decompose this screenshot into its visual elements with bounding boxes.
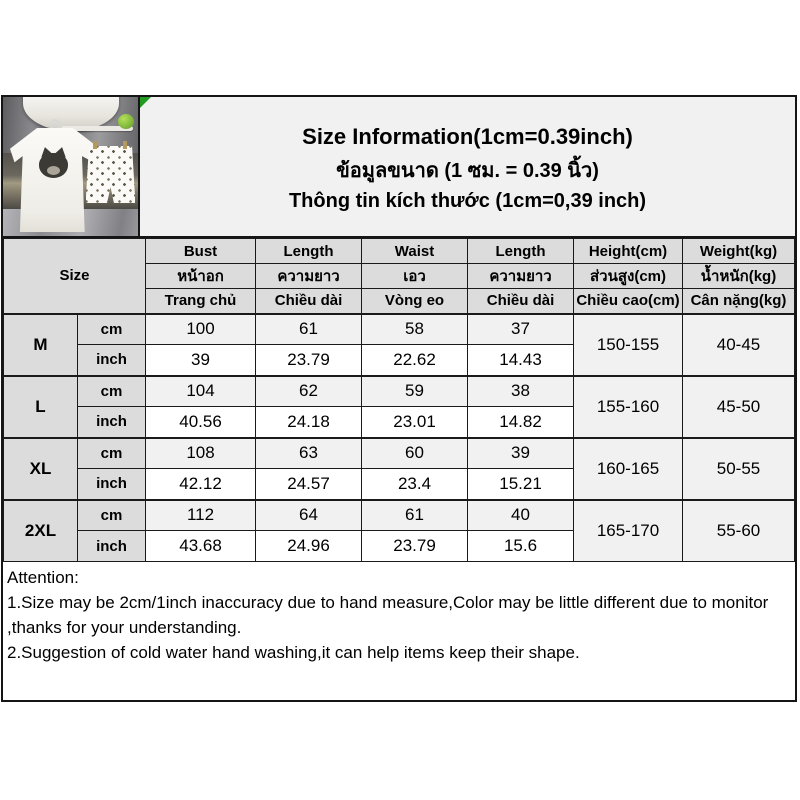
col-header-length2-vi: Chiều dài [468, 289, 574, 314]
col-header-length2-en: Length [468, 239, 574, 264]
value-xl-waist-inch: 23.4 [362, 469, 468, 500]
value-m-bust-inch: 39 [146, 345, 256, 376]
size-row-label-l: L [4, 376, 78, 438]
attention-heading: Attention: [7, 568, 79, 587]
value-2xl-length2-inch: 15.6 [468, 531, 574, 562]
col-header-length-vi: Chiều dài [256, 289, 362, 314]
col-header-waist-en: Waist [362, 239, 468, 264]
content-frame [1, 95, 797, 702]
value-xl-length-cm: 63 [256, 438, 362, 469]
col-header-height-th: ส่วนสูง(cm) [574, 264, 683, 289]
apple-graphic [118, 114, 134, 129]
col-header-bust-vi: Trang chủ [146, 289, 256, 314]
value-m-length-cm: 61 [256, 314, 362, 345]
col-header-length-en: Length [256, 239, 362, 264]
unit-cell-cm: cm [78, 438, 146, 469]
size-table [3, 238, 795, 562]
green-corner-marker-icon [140, 97, 151, 108]
value-m-waist-cm: 58 [362, 314, 468, 345]
top-strip [3, 97, 795, 238]
value-xl-bust-cm: 108 [146, 438, 256, 469]
col-header-height-en: Height(cm) [574, 239, 683, 264]
value-xl-weight: 50-55 [683, 438, 795, 500]
value-2xl-length-cm: 64 [256, 500, 362, 531]
size-row-label-m: M [4, 314, 78, 376]
value-l-waist-inch: 23.01 [362, 407, 468, 438]
unit-cell-cm: cm [78, 314, 146, 345]
value-xl-waist-cm: 60 [362, 438, 468, 469]
unit-cell-inch: inch [78, 469, 146, 500]
page-title: Size Information(1cm=0.39inch) [302, 124, 633, 149]
value-2xl-length-inch: 24.96 [256, 531, 362, 562]
col-header-bust-en: Bust [146, 239, 256, 264]
col-header-waist-th: เอว [362, 264, 468, 289]
value-l-waist-cm: 59 [362, 376, 468, 407]
col-header-bust-th: หน้าอก [146, 264, 256, 289]
size-corner-header: Size [4, 239, 146, 314]
value-m-waist-inch: 22.62 [362, 345, 468, 376]
value-l-length2-cm: 38 [468, 376, 574, 407]
value-l-length-inch: 24.18 [256, 407, 362, 438]
unit-cell-inch: inch [78, 531, 146, 562]
value-xl-bust-inch: 42.12 [146, 469, 256, 500]
size-row-label-2xl: 2XL [4, 500, 78, 562]
value-l-weight: 45-50 [683, 376, 795, 438]
unit-cell-cm: cm [78, 500, 146, 531]
cat-face-icon [39, 153, 68, 178]
page-title-vietnamese: Thông tin kích thước (1cm=0,39 inch) [288, 190, 647, 212]
clothespin-icon [93, 141, 97, 149]
clothespin-icon [123, 141, 127, 149]
col-header-weight-en: Weight(kg) [683, 239, 795, 264]
unit-cell-inch: inch [78, 407, 146, 438]
col-header-waist-vi: Vòng eo [362, 289, 468, 314]
col-header-height-vi: Chiều cao(cm) [574, 289, 683, 314]
value-xl-length-inch: 24.57 [256, 469, 362, 500]
value-xl-length2-inch: 15.21 [468, 469, 574, 500]
product-photo [3, 97, 140, 236]
value-l-length2-inch: 14.82 [468, 407, 574, 438]
value-l-bust-cm: 104 [146, 376, 256, 407]
value-2xl-length2-cm: 40 [468, 500, 574, 531]
value-m-weight: 40-45 [683, 314, 795, 376]
col-header-length2-th: ความยาว [468, 264, 574, 289]
value-xl-height: 160-165 [574, 438, 683, 500]
attention-note-2: 2.Suggestion of cold water hand washing,it can help items keep their shape. [7, 643, 580, 662]
value-l-height: 155-160 [574, 376, 683, 438]
value-2xl-bust-inch: 43.68 [146, 531, 256, 562]
unit-cell-cm: cm [78, 376, 146, 407]
attention-note-1: 1.Size may be 2cm/1inch inaccuracy due to hand measure,Color may be little different due to monitor ,thanks for your understanding. [7, 593, 769, 637]
unit-cell-inch: inch [78, 345, 146, 376]
value-l-length-cm: 62 [256, 376, 362, 407]
value-m-height: 150-155 [574, 314, 683, 376]
col-header-length-th: ความยาว [256, 264, 362, 289]
value-l-bust-inch: 40.56 [146, 407, 256, 438]
value-xl-length2-cm: 39 [468, 438, 574, 469]
value-2xl-bust-cm: 112 [146, 500, 256, 531]
title-block [140, 97, 795, 236]
attention-section [3, 562, 795, 665]
size-row-label-xl: XL [4, 438, 78, 500]
col-header-weight-vi: Cân nặng(kg) [683, 289, 795, 314]
value-m-length2-inch: 14.43 [468, 345, 574, 376]
value-2xl-weight: 55-60 [683, 500, 795, 562]
page-title-thai: ข้อมูลขนาด (1 ซม. = 0.39 นิ้ว) [336, 160, 599, 182]
value-m-length-inch: 23.79 [256, 345, 362, 376]
value-m-length2-cm: 37 [468, 314, 574, 345]
value-2xl-waist-cm: 61 [362, 500, 468, 531]
value-2xl-height: 165-170 [574, 500, 683, 562]
cat-muzzle-graphic [47, 166, 60, 175]
value-m-bust-cm: 100 [146, 314, 256, 345]
value-2xl-waist-inch: 23.79 [362, 531, 468, 562]
col-header-weight-th: น้ำหนัก(kg) [683, 264, 795, 289]
